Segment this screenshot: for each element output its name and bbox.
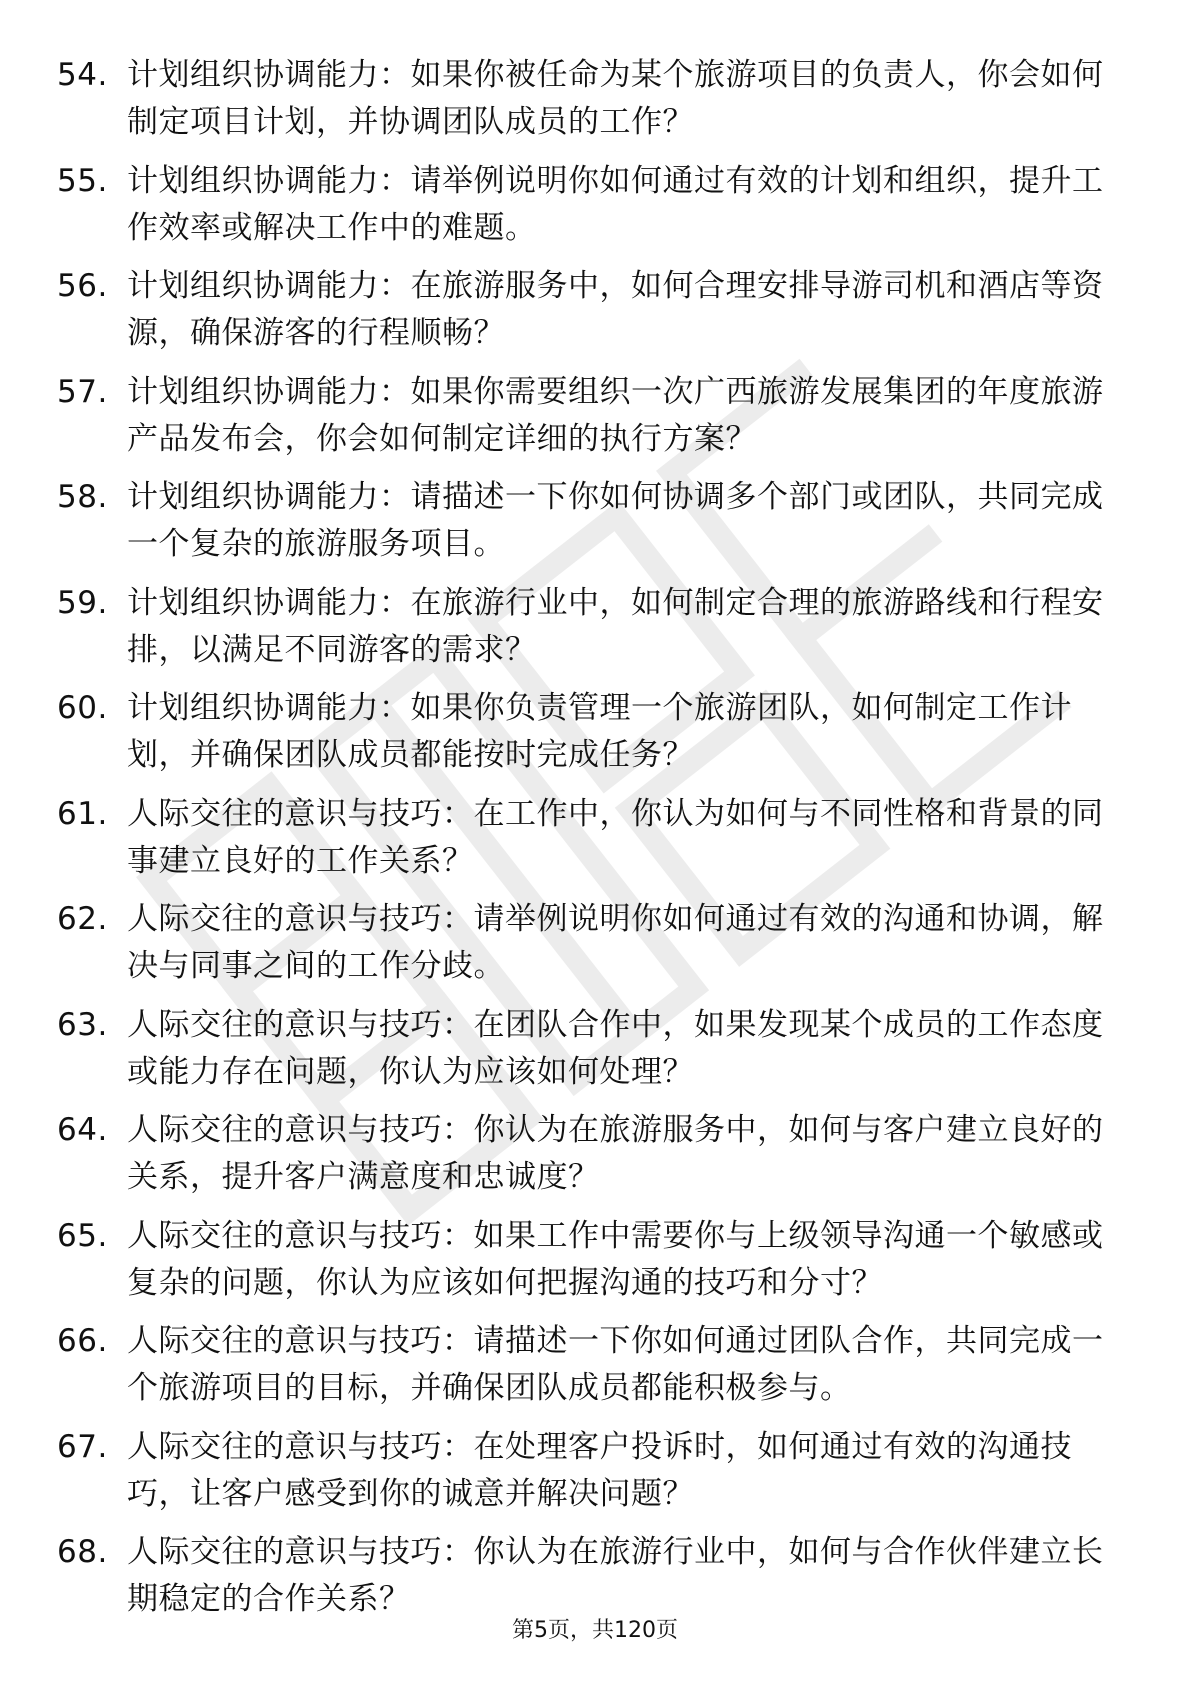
question-item-57 [57, 369, 1117, 463]
question-list [57, 52, 1117, 1635]
question-number: 61. [57, 795, 108, 832]
page-footer: 第5页，共120页 [512, 1618, 678, 1643]
question-number: 58. [57, 479, 108, 515]
question-text: 人际交往的意识与技巧：你认为在旅游服务中，如何与客户建立良好的关系，提升客户满意度和忠诚度？ [127, 1112, 1104, 1195]
question-text: 计划组织协调能力：在旅游服务中，如何合理安排导游司机和酒店等资源，确保游客的行程顺畅？ [127, 268, 1104, 351]
question-item-63 [57, 1002, 1117, 1096]
question-number: 66. [57, 1323, 108, 1359]
question-item-68 [57, 1529, 1117, 1623]
question-item-65 [57, 1213, 1117, 1307]
question-text: 人际交往的意识与技巧：在处理客户投诉时，如何通过有效的沟通技巧，让客户感受到你的诚意并解决问题？ [127, 1428, 1072, 1512]
question-number: 54. [57, 57, 108, 93]
question-number: 68. [57, 1534, 108, 1570]
question-text: 人际交往的意识与技巧：在团队合作中，如果发现某个成员的工作态度或能力存在问题，你认为应该如何处理？ [127, 1006, 1104, 1090]
question-text: 人际交往的意识与技巧：请举例说明你如何通过有效的沟通和协调，解决与同事之间的工作分歧。 [127, 901, 1104, 984]
question-number: 67. [57, 1428, 108, 1465]
question-item-54 [57, 52, 1117, 146]
question-number: 55. [57, 162, 108, 199]
question-item-60 [57, 685, 1117, 779]
question-text: 计划组织协调能力：如果你负责管理一个旅游团队，如何制定工作计划，并确保团队成员都能按时完成任务？ [127, 690, 1072, 773]
question-text: 计划组织协调能力：如果你被任命为某个旅游项目的负责人，你会如何制定项目计划，并协调团队成员的工作？ [127, 57, 1104, 140]
question-item-62 [57, 896, 1117, 990]
question-text: 计划组织协调能力：如果你需要组织一次广西旅游发展集团的年度旅游产品发布会，你会如何制定详细的执行方案？ [127, 373, 1104, 457]
question-number: 64. [57, 1112, 108, 1148]
question-text: 人际交往的意识与技巧：在工作中，你认为如何与不同性格和背景的同事建立良好的工作关系？ [127, 795, 1104, 879]
question-item-55 [57, 158, 1117, 252]
question-number: 57. [57, 373, 108, 410]
question-item-64 [57, 1107, 1117, 1201]
question-item-59 [57, 580, 1117, 674]
question-item-58 [57, 474, 1117, 568]
question-number: 60. [57, 690, 108, 726]
question-item-67 [57, 1424, 1117, 1518]
question-number: 62. [57, 901, 108, 937]
question-text: 计划组织协调能力：请描述一下你如何协调多个部门或团队，共同完成一个复杂的旅游服务项目。 [127, 479, 1104, 562]
question-text: 计划组织协调能力：请举例说明你如何通过有效的计划和组织，提升工作效率或解决工作中的难题。 [127, 162, 1104, 246]
question-number: 65. [57, 1217, 108, 1254]
question-number: 63. [57, 1006, 108, 1043]
question-text: 人际交往的意识与技巧：如果工作中需要你与上级领导沟通一个敏感或复杂的问题，你认为应该如何把握沟通的技巧和分寸？ [127, 1217, 1104, 1301]
question-text: 人际交往的意识与技巧：请描述一下你如何通过团队合作，共同完成一个旅游项目的目标，并确保团队成员都能积极参与。 [127, 1323, 1104, 1406]
question-item-56 [57, 263, 1117, 357]
question-text: 计划组织协调能力：在旅游行业中，如何制定合理的旅游路线和行程安排，以满足不同游客的需求？ [127, 584, 1104, 668]
question-number: 56. [57, 268, 108, 304]
question-item-61 [57, 791, 1117, 885]
question-number: 59. [57, 584, 108, 621]
question-text: 人际交往的意识与技巧：你认为在旅游行业中，如何与合作伙伴建立长期稳定的合作关系？ [127, 1534, 1104, 1617]
question-item-66 [57, 1318, 1117, 1412]
